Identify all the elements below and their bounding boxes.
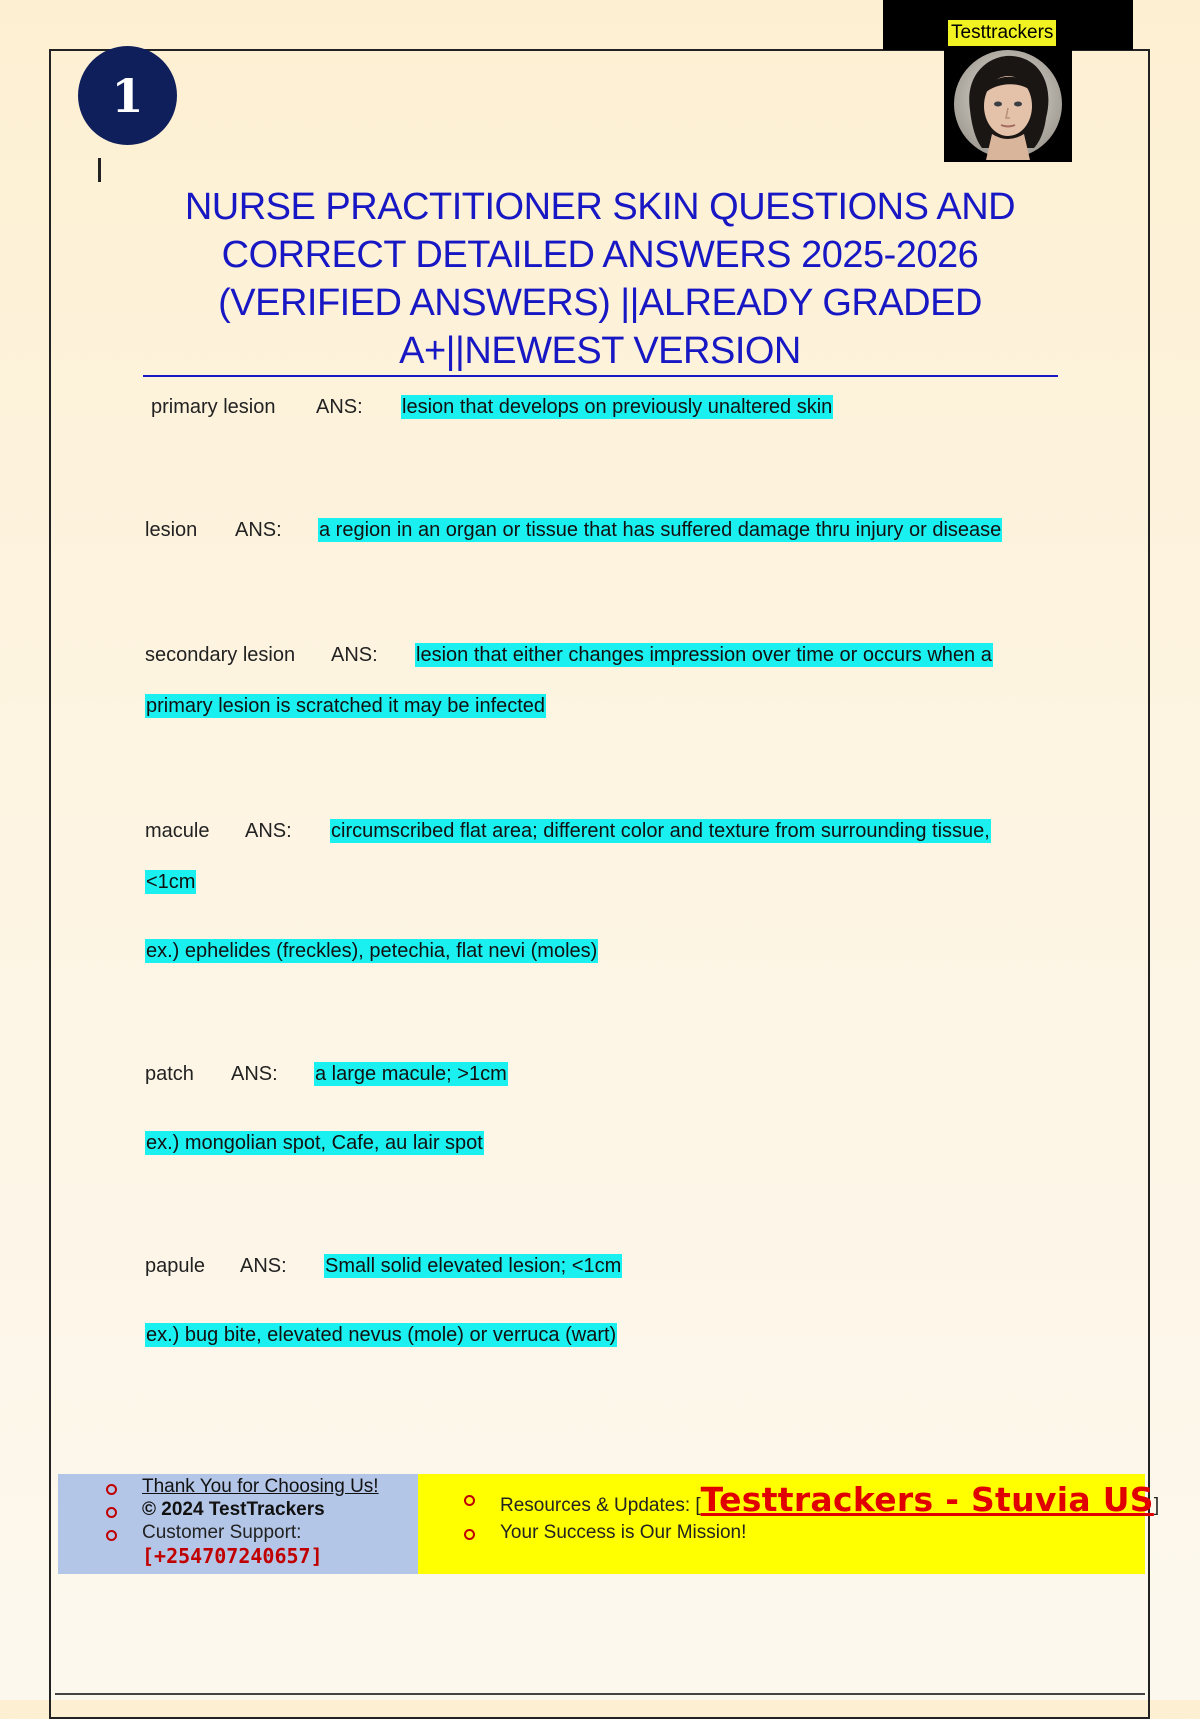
support-label: Customer Support: — [142, 1522, 302, 1543]
resources-label: Resources & Updates: [ — [500, 1495, 701, 1516]
avatar-portrait — [946, 48, 1070, 160]
qa-answer: lesion that develops on previously unaltered skin — [402, 396, 833, 418]
qa-answer: circumscribed flat area; different color and texture from surrounding tissue, — [331, 820, 990, 842]
ans-label: ANS: — [240, 1255, 287, 1277]
support-phone[interactable]: [+254707240657] — [142, 1544, 323, 1568]
title-line: NURSE PRACTITIONER SKIN QUESTIONS AND — [184, 186, 1016, 228]
qa-term: lesion — [145, 519, 198, 541]
bullet-icon — [464, 1529, 475, 1540]
footer-right-panel — [418, 1474, 1160, 1574]
ans-label: ANS: — [331, 644, 378, 666]
qa-example-text: ex.) bug bite, elevated nevus (mole) or verruca (wart) — [146, 1324, 617, 1346]
qa-term: papule — [145, 1255, 206, 1277]
bullet-icon — [106, 1530, 117, 1541]
ans-label: ANS: — [235, 519, 282, 541]
text-cursor — [98, 158, 101, 182]
qa-term: macule — [145, 820, 210, 842]
qa-item — [145, 642, 993, 668]
bullet-icon — [106, 1484, 117, 1495]
page-number-badge: 1 — [78, 46, 177, 145]
qa-term: secondary lesion — [145, 644, 296, 666]
brand-label: Testtrackers — [948, 20, 1056, 46]
qa-item — [145, 818, 991, 844]
title-line: (VERIFIED ANSWERS) ||ALREADY GRADED — [218, 282, 982, 324]
qa-example — [145, 938, 598, 964]
qa-answer-continued — [145, 869, 196, 895]
qa-answer: Small solid elevated lesion; <1cm — [325, 1255, 622, 1277]
qa-example-text: ex.) ephelides (freckles), petechia, flat nevi (moles) — [146, 940, 598, 962]
qa-item — [145, 517, 1002, 543]
qa-answer-continued — [145, 693, 546, 719]
footer-left-panel — [58, 1474, 418, 1574]
copyright-text: © 2024 TestTrackers — [142, 1499, 325, 1520]
bottom-rule — [55, 1693, 1145, 1695]
qa-example — [145, 1130, 484, 1156]
ans-label: ANS: — [245, 820, 292, 842]
document-title — [140, 183, 1060, 375]
title-underline — [143, 375, 1058, 377]
qa-answer: a region in an organ or tissue that has suffered damage thru injury or disease — [319, 519, 1002, 541]
resources-line — [500, 1481, 1159, 1525]
mission-text: Your Success is Our Mission! — [500, 1522, 747, 1543]
qa-answer: primary lesion is scratched it may be infected — [146, 695, 546, 717]
title-line: CORRECT DETAILED ANSWERS 2025-2026 — [221, 234, 979, 276]
qa-item — [145, 1253, 622, 1279]
bullet-icon — [106, 1507, 117, 1518]
title-line: A+||NEWEST VERSION — [399, 330, 801, 372]
ans-label: ANS: — [316, 396, 363, 418]
qa-item — [145, 1061, 508, 1087]
qa-term: patch — [145, 1063, 194, 1085]
store-link[interactable]: Testtrackers - Stuvia US — [700, 1480, 1154, 1519]
qa-answer: <1cm — [146, 871, 196, 893]
ans-label: ANS: — [231, 1063, 278, 1085]
qa-answer: a large macule; >1cm — [315, 1063, 507, 1085]
qa-answer: lesion that either changes impression over time or occurs when a — [416, 644, 992, 666]
avatar — [944, 46, 1072, 162]
resources-close: ] — [1153, 1495, 1160, 1516]
qa-example-text: ex.) mongolian spot, Cafe, au lair spot — [146, 1132, 483, 1154]
qa-example — [145, 1322, 617, 1348]
thanks-link[interactable]: Thank You for Choosing Us! — [142, 1476, 379, 1497]
qa-term: primary lesion — [151, 396, 276, 418]
bullet-icon — [464, 1495, 475, 1506]
qa-item — [151, 394, 833, 420]
